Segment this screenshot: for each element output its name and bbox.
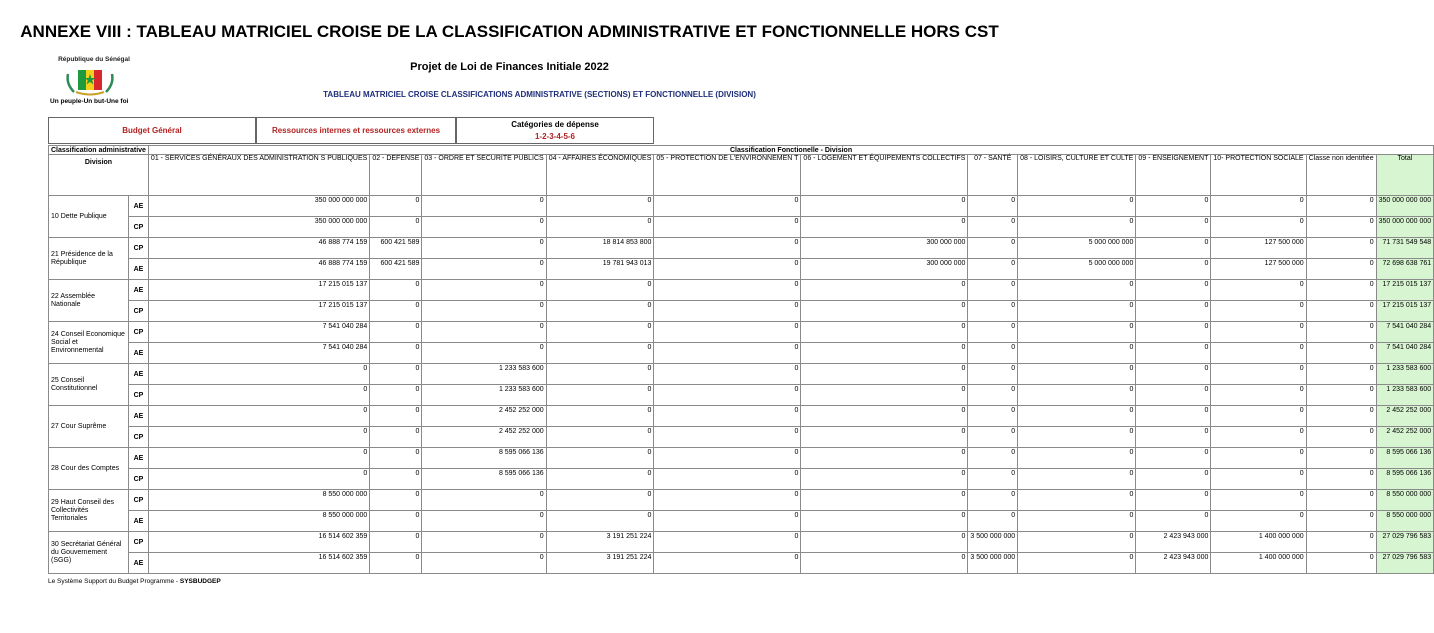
value-cell: 0 [968,490,1018,511]
value-cell: 0 [654,511,801,532]
total-cell: 350 000 000 000 [1376,217,1434,238]
matrix-table [48,145,1434,574]
value-cell: 0 [1136,364,1211,385]
value-cell: 0 [968,385,1018,406]
table-row [49,553,1434,574]
value-cell: 0 [1018,301,1136,322]
value-cell: 0 [968,322,1018,343]
value-cell: 0 [1211,385,1306,406]
value-cell: 0 [370,322,422,343]
value-cell: 0 [422,322,546,343]
table-row [49,448,1434,469]
total-cell: 17 215 015 137 [1376,301,1434,322]
value-cell: 0 [1136,427,1211,448]
logo-country: République du Sénégal [58,56,130,63]
section-label: 27 Cour Suprême [49,406,129,448]
logo-motto: Un peuple-Un but-Une foi [50,98,129,105]
value-cell: 0 [370,406,422,427]
value-cell: 0 [1018,196,1136,217]
table-row [49,490,1434,511]
value-cell: 0 [370,511,422,532]
value-cell: 0 [148,427,369,448]
value-cell: 0 [654,532,801,553]
value-cell: 350 000 000 000 [148,196,369,217]
total-cell: 350 000 000 000 [1376,196,1434,217]
value-cell: 0 [148,364,369,385]
value-cell: 0 [801,217,968,238]
value-cell: 0 [546,343,654,364]
total-cell: 71 731 549 548 [1376,238,1434,259]
table-heading: TABLEAU MATRICIEL CROISE CLASSIFICATIONS ADMINISTRATIVE (SECTIONS) ET FONCTIONNELLE (DIVISION) [323,90,756,99]
value-cell: 2 423 943 000 [1136,532,1211,553]
value-cell: 0 [801,280,968,301]
value-cell: 0 [801,490,968,511]
value-cell: 0 [370,553,422,574]
total-cell: 17 215 015 137 [1376,280,1434,301]
value-cell: 0 [422,490,546,511]
value-cell: 0 [968,301,1018,322]
table-row [49,196,1434,217]
value-cell: 0 [1211,280,1306,301]
value-cell: 0 [1136,406,1211,427]
table-row [49,322,1434,343]
section-label: 30 Secrétariat Général du Gouvernement (SGG) [49,532,129,574]
value-cell: 0 [801,511,968,532]
table-row [49,511,1434,532]
row-kind: CP [129,322,149,343]
value-cell: 0 [1018,448,1136,469]
footer [48,578,221,585]
value-cell: 8 550 000 000 [148,490,369,511]
value-cell: 0 [546,469,654,490]
value-cell: 0 [654,322,801,343]
value-cell: 0 [546,322,654,343]
value-cell: 0 [1136,511,1211,532]
section-label: 10 Dette Publique [49,196,129,238]
table-row [49,259,1434,280]
value-cell: 0 [1306,217,1376,238]
value-cell: 0 [654,364,801,385]
value-cell: 0 [654,427,801,448]
value-cell: 0 [422,301,546,322]
value-cell: 0 [968,238,1018,259]
table-row [49,217,1434,238]
value-cell: 300 000 000 [801,259,968,280]
total-cell: 2 452 252 000 [1376,427,1434,448]
value-cell: 0 [1306,427,1376,448]
value-cell: 0 [1211,196,1306,217]
value-cell: 0 [1211,490,1306,511]
value-cell: 0 [801,469,968,490]
row-kind: CP [129,490,149,511]
value-cell: 0 [1306,511,1376,532]
column-header: 10- PROTECTION SOCIALE [1211,155,1306,196]
value-cell: 0 [1306,343,1376,364]
value-cell: 0 [801,406,968,427]
value-cell: 0 [1306,280,1376,301]
value-cell: 8 595 066 136 [422,448,546,469]
column-header: 02 - DEFENSE [370,155,422,196]
value-cell: 0 [1211,322,1306,343]
value-cell: 0 [801,553,968,574]
value-cell: 17 215 015 137 [148,301,369,322]
value-cell: 0 [1018,364,1136,385]
value-cell: 0 [1306,259,1376,280]
page-title: ANNEXE VIII : TABLEAU MATRICIEL CROISE DE LA CLASSIFICATION ADMINISTRATIVE ET FONCTIONNELLE HORS CST [20,22,999,41]
value-cell: 0 [801,448,968,469]
value-cell: 0 [546,301,654,322]
table-row [49,406,1434,427]
value-cell: 0 [422,511,546,532]
value-cell: 0 [546,427,654,448]
value-cell: 0 [654,469,801,490]
value-cell: 0 [1018,490,1136,511]
value-cell: 0 [968,280,1018,301]
value-cell: 0 [546,490,654,511]
column-header: 03 - ORDRE ET SECURITE PUBLICS [422,155,546,196]
row-kind: CP [129,217,149,238]
column-header: 09 - ENSEIGNEMENT [1136,155,1211,196]
value-cell: 600 421 589 [370,238,422,259]
column-header: Total [1376,155,1434,196]
row-kind: AE [129,406,149,427]
value-cell: 7 541 040 284 [148,343,369,364]
value-cell: 0 [801,364,968,385]
value-cell: 1 233 583 600 [422,385,546,406]
table-row [49,301,1434,322]
value-cell: 8 550 000 000 [148,511,369,532]
value-cell: 0 [148,469,369,490]
total-cell: 1 233 583 600 [1376,364,1434,385]
row-kind: AE [129,553,149,574]
footer-text: Le Système Support du Budget Programme - [48,578,180,585]
footer-brand: SYSBUDGEP [179,578,221,585]
value-cell: 0 [370,385,422,406]
value-cell: 2 452 252 000 [422,427,546,448]
total-cell: 1 233 583 600 [1376,385,1434,406]
table-row [49,427,1434,448]
total-cell: 7 541 040 284 [1376,322,1434,343]
division-header: Division [49,155,149,196]
value-cell: 0 [1136,301,1211,322]
row-kind: AE [129,343,149,364]
value-cell: 0 [654,490,801,511]
table-row [49,364,1434,385]
value-cell: 0 [968,343,1018,364]
table-row [49,385,1434,406]
value-cell: 0 [1018,217,1136,238]
value-cell: 0 [1018,322,1136,343]
row-kind: CP [129,301,149,322]
value-cell: 0 [1306,406,1376,427]
categories-box [456,117,654,144]
table-row [49,532,1434,553]
value-cell: 0 [654,343,801,364]
value-cell: 0 [1136,448,1211,469]
value-cell: 0 [654,259,801,280]
value-cell: 0 [1018,406,1136,427]
value-cell: 0 [370,427,422,448]
value-cell: 0 [1018,469,1136,490]
value-cell: 3 500 000 000 [968,532,1018,553]
value-cell: 0 [1018,343,1136,364]
row-kind: CP [129,385,149,406]
value-cell: 0 [968,217,1018,238]
value-cell: 0 [801,385,968,406]
value-cell: 3 500 000 000 [968,553,1018,574]
value-cell: 0 [370,448,422,469]
value-cell: 0 [1211,469,1306,490]
row-kind: AE [129,259,149,280]
value-cell: 0 [1306,532,1376,553]
total-cell: 7 541 040 284 [1376,343,1434,364]
column-header: 05 - PROTECTION DE L'ENVIRONNEMEN T [654,155,801,196]
row-kind: CP [129,532,149,553]
value-cell: 0 [422,280,546,301]
value-cell: 16 514 602 359 [148,532,369,553]
value-cell: 350 000 000 000 [148,217,369,238]
row-kind: CP [129,238,149,259]
value-cell: 0 [801,427,968,448]
row-kind: CP [129,427,149,448]
value-cell: 0 [370,343,422,364]
value-cell: 0 [1018,385,1136,406]
column-header: 06 - LOGEMENT ET ÉQUIPEMENTS COLLECTIFS [801,155,968,196]
value-cell: 0 [422,343,546,364]
value-cell: 0 [1211,427,1306,448]
value-cell: 0 [654,385,801,406]
value-cell: 0 [546,385,654,406]
budget-general-box: Budget Général [48,117,256,144]
value-cell: 0 [546,364,654,385]
value-cell: 0 [1136,490,1211,511]
value-cell: 19 781 943 013 [546,259,654,280]
value-cell: 0 [1306,364,1376,385]
section-label: 29 Haut Conseil des Collectivités Territoriales [49,490,129,532]
total-cell: 72 698 638 761 [1376,259,1434,280]
value-cell: 0 [801,343,968,364]
value-cell: 0 [148,406,369,427]
value-cell: 0 [1306,490,1376,511]
value-cell: 1 400 000 000 [1211,532,1306,553]
value-cell: 0 [1018,553,1136,574]
value-cell: 0 [1018,511,1136,532]
value-cell: 46 888 774 159 [148,238,369,259]
value-cell: 3 191 251 224 [546,553,654,574]
total-cell: 8 550 000 000 [1376,511,1434,532]
value-cell: 0 [1306,301,1376,322]
value-cell: 0 [1211,406,1306,427]
row-kind: AE [129,511,149,532]
value-cell: 600 421 589 [370,259,422,280]
value-cell: 18 814 853 800 [546,238,654,259]
value-cell: 0 [654,280,801,301]
row-kind: AE [129,448,149,469]
value-cell: 5 000 000 000 [1018,238,1136,259]
section-label: 22 Assemblée Nationale [49,280,129,322]
value-cell: 0 [1306,322,1376,343]
total-cell: 8 595 066 136 [1376,469,1434,490]
value-cell: 0 [968,469,1018,490]
value-cell: 16 514 602 359 [148,553,369,574]
value-cell: 0 [148,448,369,469]
value-cell: 0 [968,406,1018,427]
value-cell: 2 423 943 000 [1136,553,1211,574]
value-cell: 0 [1306,385,1376,406]
class-func-header: Classification Fonctionelle - Division [148,146,1433,155]
column-header: 01 - SERVICES GÉNÉRAUX DES ADMINISTRATION S PUBLIQUES [148,155,369,196]
total-cell: 8 550 000 000 [1376,490,1434,511]
value-cell: 0 [546,448,654,469]
value-cell: 0 [370,490,422,511]
value-cell: 17 215 015 137 [148,280,369,301]
value-cell: 0 [422,553,546,574]
section-label: 24 Conseil Economique Social et Environnemental [49,322,129,364]
value-cell: 0 [1211,217,1306,238]
value-cell: 0 [968,364,1018,385]
page-subtitle: Projet de Loi de Finances Initiale 2022 [410,61,609,73]
value-cell: 0 [1306,469,1376,490]
value-cell: 0 [370,196,422,217]
resources-box: Ressources internes et ressources externes [256,117,456,144]
value-cell: 1 233 583 600 [422,364,546,385]
value-cell: 7 541 040 284 [148,322,369,343]
value-cell: 5 000 000 000 [1018,259,1136,280]
value-cell: 0 [801,301,968,322]
value-cell: 3 191 251 224 [546,532,654,553]
value-cell: 0 [1136,322,1211,343]
value-cell: 0 [968,427,1018,448]
value-cell: 0 [968,448,1018,469]
column-header: Classe non identifiée [1306,155,1376,196]
value-cell: 0 [1136,217,1211,238]
value-cell: 0 [1306,553,1376,574]
value-cell: 0 [1136,343,1211,364]
value-cell: 1 400 000 000 [1211,553,1306,574]
value-cell: 0 [1211,448,1306,469]
value-cell: 0 [422,532,546,553]
value-cell: 127 500 000 [1211,238,1306,259]
value-cell: 0 [654,448,801,469]
table-row [49,238,1434,259]
value-cell: 0 [654,217,801,238]
value-cell: 0 [1018,532,1136,553]
value-cell: 0 [654,238,801,259]
value-cell: 0 [370,301,422,322]
value-cell: 0 [968,511,1018,532]
value-cell: 0 [801,196,968,217]
value-cell: 0 [370,280,422,301]
value-cell: 0 [1306,196,1376,217]
value-cell: 0 [654,553,801,574]
value-cell: 0 [1136,469,1211,490]
categories-label: Catégories de dépense [511,120,599,129]
value-cell: 0 [801,532,968,553]
total-cell: 27 029 796 583 [1376,553,1434,574]
value-cell: 0 [1211,511,1306,532]
value-cell: 0 [1211,364,1306,385]
row-kind: AE [129,280,149,301]
class-admin-header: Classification administrative [49,146,149,155]
value-cell: 0 [1211,343,1306,364]
value-cell: 0 [422,217,546,238]
value-cell: 0 [801,322,968,343]
value-cell: 0 [1136,238,1211,259]
total-cell: 8 595 066 136 [1376,448,1434,469]
table-row [49,280,1434,301]
row-kind: AE [129,196,149,217]
row-kind: CP [129,469,149,490]
value-cell: 0 [654,406,801,427]
value-cell: 0 [1136,259,1211,280]
section-label: 28 Cour des Comptes [49,448,129,490]
section-label: 21 Présidence de la République [49,238,129,280]
value-cell: 0 [1136,196,1211,217]
value-cell: 0 [654,196,801,217]
value-cell: 46 888 774 159 [148,259,369,280]
value-cell: 0 [1136,280,1211,301]
value-cell: 0 [370,469,422,490]
table-row [49,343,1434,364]
value-cell: 0 [546,217,654,238]
value-cell: 0 [1306,448,1376,469]
value-cell: 0 [968,259,1018,280]
value-cell: 127 500 000 [1211,259,1306,280]
value-cell: 0 [422,238,546,259]
value-cell: 0 [1211,301,1306,322]
value-cell: 0 [370,532,422,553]
table-row [49,469,1434,490]
value-cell: 2 452 252 000 [422,406,546,427]
value-cell: 0 [546,406,654,427]
value-cell: 0 [1306,238,1376,259]
column-header: 08 - LOISIRS, CULTURE ET CULTE [1018,155,1136,196]
value-cell: 0 [422,196,546,217]
value-cell: 0 [422,259,546,280]
section-label: 25 Conseil Constitutionnel [49,364,129,406]
column-header: 07 - SANTÉ [968,155,1018,196]
value-cell: 0 [148,385,369,406]
value-cell: 0 [1018,427,1136,448]
value-cell: 0 [968,196,1018,217]
value-cell: 300 000 000 [801,238,968,259]
value-cell: 0 [370,364,422,385]
total-cell: 2 452 252 000 [1376,406,1434,427]
categories-value: 1-2-3-4-5-6 [534,132,575,141]
value-cell: 0 [370,217,422,238]
value-cell: 0 [546,280,654,301]
value-cell: 0 [654,301,801,322]
value-cell: 0 [1136,385,1211,406]
total-cell: 27 029 796 583 [1376,532,1434,553]
value-cell: 0 [546,511,654,532]
row-kind: AE [129,364,149,385]
value-cell: 0 [546,196,654,217]
value-cell: 0 [1018,280,1136,301]
value-cell: 8 595 066 136 [422,469,546,490]
column-header: 04 - AFFAIRES ÉCONOMIQUES [546,155,654,196]
